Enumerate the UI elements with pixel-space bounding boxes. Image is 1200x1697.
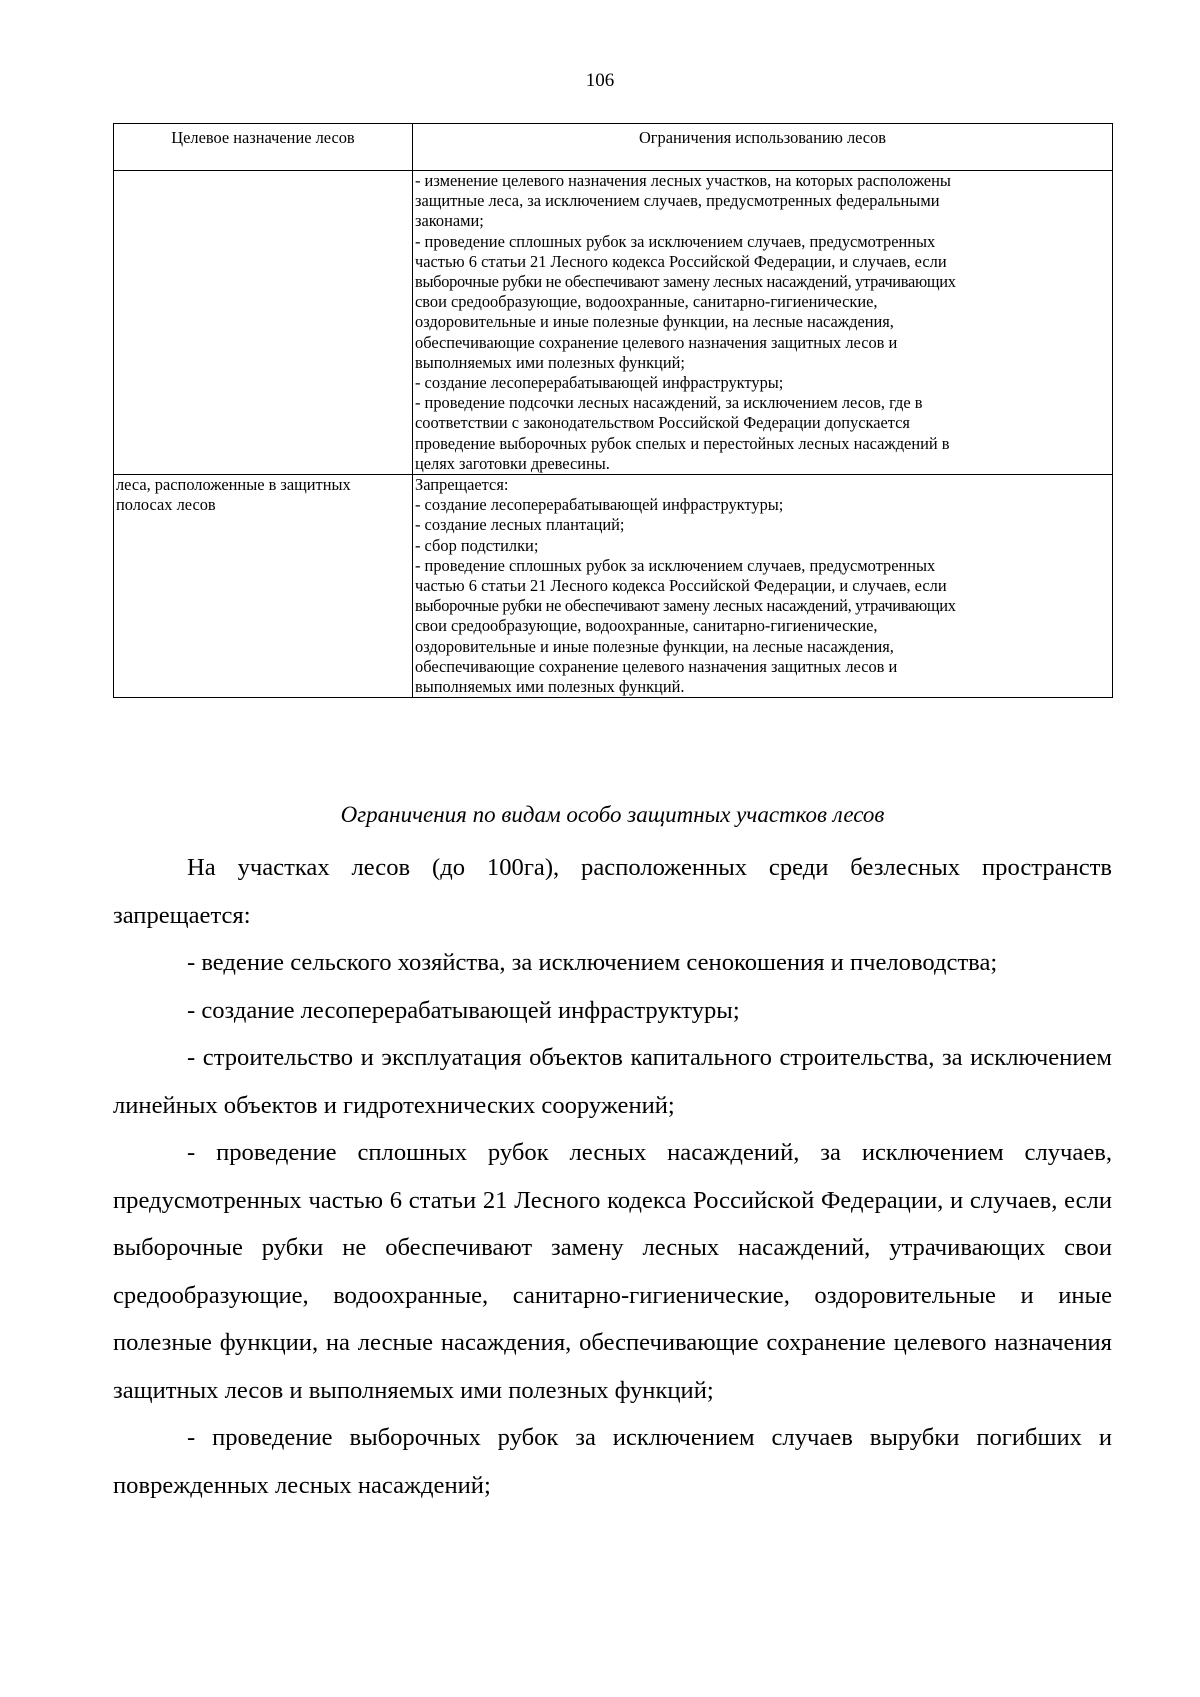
restriction-line: выполняемых ими полезных функций; (415, 352, 685, 372)
header-restrictions: Ограничения использованию лесов (413, 124, 1113, 171)
restrictions-cell (413, 475, 1113, 698)
restrictions-table (113, 123, 1113, 698)
restriction-line: законами; (415, 211, 484, 231)
body-paragraph: - строительство и эксплуатация объектов капитального строительства, за исключением линейных объектов и гидротехнических сооружений; (113, 1044, 1112, 1119)
restriction-line: выборочные рубки не обеспечивают замену лесных насаждений, утрачивающих (415, 596, 956, 616)
restriction-line: - проведение сплошных рубок за исключением случаев, предусмотренных (415, 231, 936, 251)
restriction-line: - создание лесоперерабатывающей инфраструктуры; (415, 373, 784, 393)
restriction-line: - сбор подстилки; (415, 535, 539, 555)
restriction-line: выборочные рубки не обеспечивают замену лесных насаждений, утрачивающих (415, 272, 956, 292)
purpose-line: леса, расположенные в защитных (116, 475, 351, 495)
restriction-line: проведение выборочных рубок спелых и перестойных лесных насаждений в (415, 433, 950, 453)
section-title: Ограничения по видам особо защитных участков лесов (340, 802, 885, 827)
restrictions-section (113, 800, 1112, 1509)
restriction-line: целях заготовки древесины. (415, 453, 610, 473)
restriction-line: свои средообразующие, водоохранные, санитарно-гигиенические, (415, 292, 878, 312)
header-purpose: Целевое назначение лесов (114, 124, 413, 171)
restriction-line: оздоровительные и иные полезные функции, на лесные насаждения, (415, 636, 894, 656)
purpose-cell (114, 171, 413, 475)
restriction-line: Запрещается: (415, 475, 509, 495)
page-number: 106 (585, 70, 615, 91)
restriction-line: соответствии с законодательством Российской Федерации допускается (415, 413, 910, 433)
restriction-line: обеспечивающие сохранение целевого назначения защитных лесов и (415, 332, 898, 352)
purpose-line: полосах лесов (116, 495, 216, 515)
body-paragraph: - проведение выборочных рубок за исключением случаев вырубки погибших и поврежденных лесных насаждений; (113, 1424, 1112, 1499)
restriction-line: выполняемых ими полезных функций. (415, 677, 685, 697)
restriction-line: защитные леса, за исключением случаев, предусмотренных федеральными (415, 191, 940, 211)
restriction-line: - создание лесоперерабатывающей инфраструктуры; (415, 495, 784, 515)
restriction-line: частью 6 статьи 21 Лесного кодекса Российской Федерации, и случаев, если (415, 576, 947, 596)
body-paragraph: - создание лесоперерабатывающей инфраструктуры; (187, 996, 740, 1024)
restriction-line: - изменение целевого назначения лесных участков, на которых расположены (415, 171, 951, 190)
body-paragraph: - проведение сплошных рубок лесных насаждений, за исключением случаев, предусмотренных частью 6 статьи 21 Лесного кодекса Российской Федерации, и случаев, если выборочные рубки не обеспечивают замену лесных насаждений, утрачивающих свои средообразующие, водоохранные, санитарно-гигиенические, оздоровительные и иные полезные функции, на лесные насаждения, обеспечивающие сохранение целевого назначения защитных лесов и выполняемых ими полезных функций; (113, 1139, 1112, 1404)
table-row (114, 475, 1113, 698)
restrictions-cell (413, 171, 1113, 475)
restriction-line: обеспечивающие сохранение целевого назначения защитных лесов и (415, 656, 898, 676)
restriction-line: - проведение подсочки лесных насаждений, за исключением лесов, где в (415, 393, 923, 413)
restriction-line: - создание лесных плантаций; (415, 515, 625, 535)
purpose-cell (114, 475, 413, 698)
restriction-line: - проведение сплошных рубок за исключением случаев, предусмотренных (415, 555, 936, 575)
body-paragraph: На участках лесов (до 100га), расположенных среди безлесных пространств запрещается: (113, 854, 1112, 929)
table-row (114, 171, 1113, 475)
restriction-line: свои средообразующие, водоохранные, санитарно-гигиенические, (415, 616, 878, 636)
table-header-row (114, 124, 1113, 171)
body-paragraph: - ведение сельского хозяйства, за исключением сенокошения и пчеловодства; (187, 949, 998, 976)
restriction-line: частью 6 статьи 21 Лесного кодекса Российской Федерации, и случаев, если (415, 251, 947, 271)
restriction-line: оздоровительные и иные полезные функции, на лесные насаждения, (415, 312, 894, 332)
